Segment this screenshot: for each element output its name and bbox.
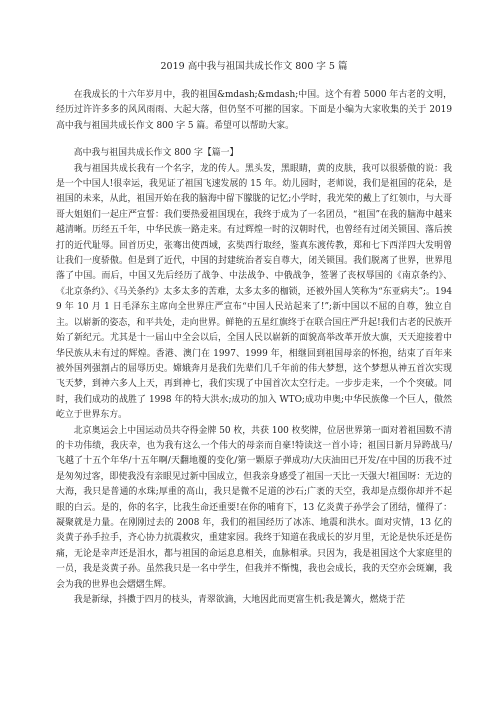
body-paragraph: 我是新绿，抖擞于四月的枝头，青翠欲滴，大地因此而更富生机;我是篝火，燃烧于茫 [73,595,406,605]
intro-paragraph: 在我成长的十六年岁月中，我的祖国&mdash;&mdash;中国。这个有着 5000 年古老的文明，经历过许许多多的风风雨雨、大起大落，但仍坚不可摧的国家。下面是小编为大家收集的关于 2019 高中我与祖国共成长作文 800 字 5 篇。希望可以帮助大家。 [56,90,452,131]
section-heading: 高中我与祖国共成长作文 800 字【篇一】 [73,148,239,159]
document-title: 2019 高中我与祖国共成长作文 800 字 5 篇 [160,61,348,72]
body-paragraph: 北京奥运会上中国运动员共夺得金牌 50 枚，共获 100 枚奖牌，位居世界第一面对着祖国数不清的卡功伟绩，我庆幸，也为我有这么一个伟大的母亲而自豪!特读这一首小诗；祖国日新月异跨战马/飞越了十五个年华/十五年啊/天翻地覆的变化/第一颗原子弹成功/大庆油田已开发/在中国的历我不过是匆匆过客，即使我没有亲眼见过新中国成立，但我亲身感受了祖国一天比一天强大!祖国呀：无边的大海，我只是普通的水珠;厚重的高山，我只是微不足道的沙石;广袤的天空，我却是点缀你却并不起眼的白云。是的，你的名字，比我生命还重要!在你的哺育下，13 亿炎黄子孙学会了团结，懂得了：凝聚就是力量。在刚刚过去的 2008 年，我们的祖国经历了冰冻、地震和洪水。面对灾情，13 亿的炎黄子孙手拉手，齐心协力抗震救灾，重建家园。我终于知道在我成长的岁月里，无论是快乐还是伤痛，无论是幸声还是泪水，都与祖国的命运息息相关，血脉相承。只因为，我是祖国这个大家庭里的一员，我是炎黄子孙。虽然我只是一名中学生，但我并不惭愧，我也会成长，我的天空亦会斑斓，我会为我的世界也会熠熠生辉。 [56,425,452,590]
body-paragraph: 我与祖国共成长我有一个名字，龙的传人。黑头发，黑眼睛，黄的皮肤，我可以很骄傲的说：我是一个中国人!很幸运，我见证了祖国飞速发展的 15 年。幼儿园时，老师说，我们是祖国的花朵，是祖国的未来，从此，祖国开始在我的脑海中留下朦胧的记忆;小学时，我光荣的戴上了红领巾，与大哥哥大姐姐们一起庄严宣誓：我们要热爱祖国现在，我终于成为了一名团员，“祖国”在我的脑海中越来越清晰。历经五千年，中华民族一路走来。有过辉煌一时的汉朝时代，也曾经有过闭关锁国、落后挨打的近代耻辱。回首历史，张骞出使西域，玄奘西行取经，鉴真东渡传教，郑和七下西洋四大发明曾让我们一度骄傲。但是到了近代，中国的封建统治者妄自尊大，闭关锁国。我们脱离了世界，世界甩落了中国。而后，中国又先后经历了战争、中法战争、中俄战争，签署了丧权辱国的《南京条约》、《北京条约》、《马关条约》太多太多的苦难，太多太多的枷锁，还被外国人笑称为“东亚病夫”;。1949 年 10 月 1 日毛泽东主席向全世界庄严宣布“中国人民站起来了!”;新中国以不屈的自尊，独立自主。以崭新的姿态，和平共处，走向世界。鲜艳的五星红旗终于在联合国庄严升起!我们古老的民族开始了新纪元。尤其是十一届山中全会以后，全国人民以崭新的面貌高举改革开放大旗，天天迎接着中华民族从未有过的辉煌。香港、澳门在 1997、1999 年，相继回到祖国母亲的怀抱，结束了百年来被外国列强割占的屈辱历史。嫦娥奔月是我们先辈们几千年前的伟大梦想，这个梦想从神五首次实现飞天梦，到神六多人上天，再到神七，我们实现了中国首次太空行走。一步步走来，一个个突破。同时，我们成功的战胜了 1998 年的特大洪水;成功的加入 WTO;成功申奥;中华民族像一个巨人，傲然屹立于世界东方。 [56,163,452,421]
